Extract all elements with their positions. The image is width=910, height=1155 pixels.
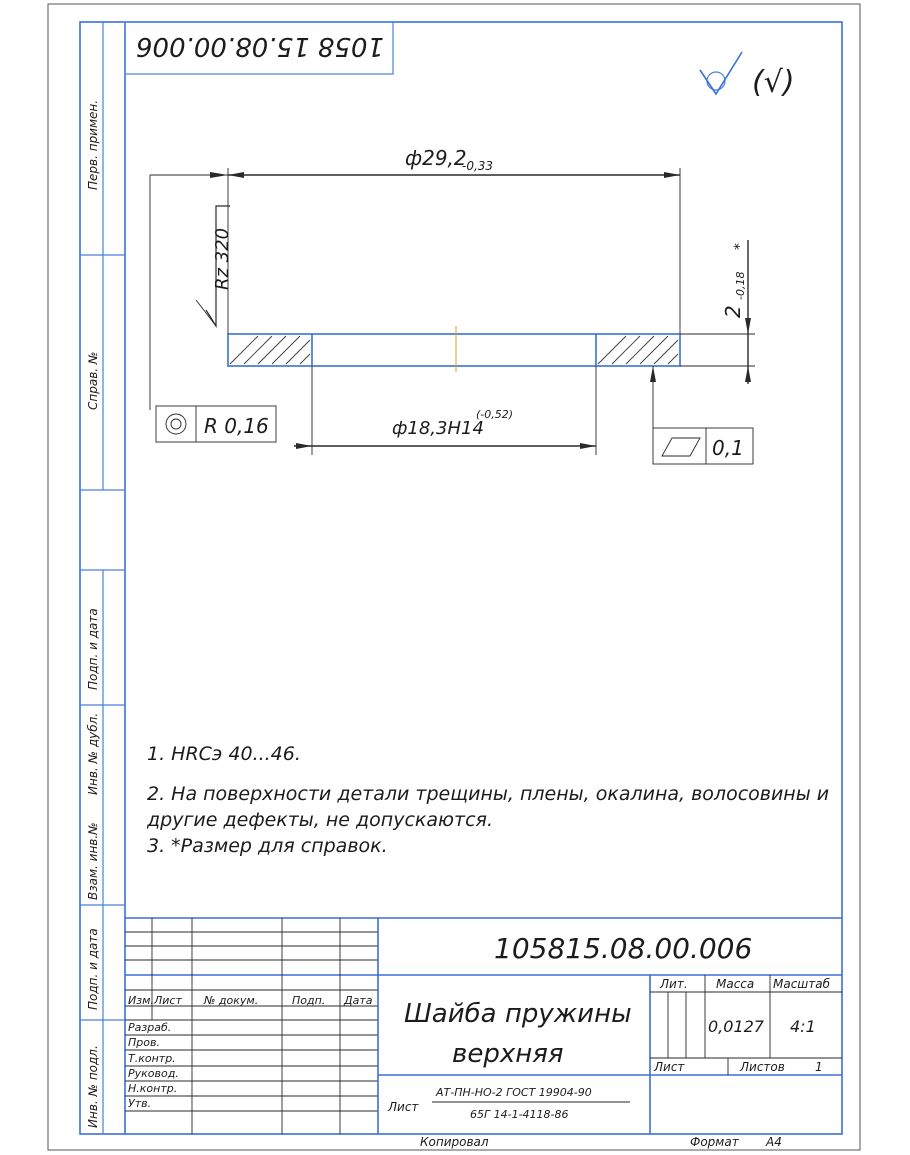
material-bottom: 65Г 14-1-4118-86 xyxy=(470,1108,569,1121)
thickness-tol: -0,18 xyxy=(734,271,747,300)
role-prov: Пров. xyxy=(128,1036,160,1049)
col-list: Лист xyxy=(154,994,182,1007)
col-izm: Изм. xyxy=(128,994,154,1007)
thickness-text: 2 xyxy=(721,305,745,318)
side-label-perv-primen: Перв. примен. xyxy=(86,99,100,190)
note-2b: другие дефекты, не допускаются. xyxy=(147,809,494,831)
mass-value: 0,0127 xyxy=(708,1017,764,1036)
outer-diameter-text: ф29,2 xyxy=(405,146,467,170)
part-name-line1: Шайба пружины xyxy=(404,999,632,1029)
designation: 105815.08.00.006 xyxy=(494,932,753,965)
roughness-rz-text: Rz 320 xyxy=(212,227,233,290)
part-name-line2: верхняя xyxy=(452,1039,564,1069)
material-top: АТ-ПН-НО-2 ГОСТ 19904-90 xyxy=(436,1086,592,1099)
outer-diameter-tol: -0,33 xyxy=(462,159,494,173)
flatness-value: 0,1 xyxy=(712,436,744,460)
footer-format-value: А4 xyxy=(766,1135,782,1149)
sheet-label: Лист xyxy=(654,1060,685,1074)
role-nkontr: Н.контр. xyxy=(128,1082,178,1095)
note-1: 1. HRCэ 40...46. xyxy=(147,743,301,765)
side-label-sprav: Справ. № xyxy=(86,351,100,410)
side-label-vzam-inv: Взам. инв.№ xyxy=(86,822,100,900)
col-data: Дата xyxy=(344,994,373,1007)
lit-label: Лит. xyxy=(660,977,688,991)
sheets-value: 1 xyxy=(815,1060,823,1074)
col-doc: № докум. xyxy=(204,994,259,1007)
role-utv: Утв. xyxy=(128,1097,152,1110)
note-2a: 2. На поверхности детали трещины, плены, окалина, волосовины и xyxy=(147,783,830,805)
note-3: 3. *Размер для справок. xyxy=(147,835,388,857)
role-tkontr: Т.контр. xyxy=(128,1052,176,1065)
sheets-label: Листов xyxy=(740,1060,785,1074)
inner-diameter-text: ф18,3Н14 xyxy=(392,418,484,439)
side-label-inv-dubl: Инв. № дубл. xyxy=(86,712,100,795)
col-podp: Подп. xyxy=(292,994,326,1007)
scale-value: 4:1 xyxy=(790,1017,816,1036)
roughness-general-text: (√) xyxy=(752,65,795,100)
thickness-star: * xyxy=(732,243,748,250)
footer-format-label: Формат xyxy=(690,1135,739,1149)
side-label-podp-data-2: Подп. и дата xyxy=(86,928,100,1010)
role-razrab: Разраб. xyxy=(128,1021,172,1034)
material-prefix: Лист xyxy=(388,1100,419,1114)
side-label-podp-data-1: Подп. и дата xyxy=(86,608,100,690)
side-label-inv-podl: Инв. № подл. xyxy=(86,1045,100,1128)
inner-diameter-tol: (-0,52) xyxy=(476,408,514,421)
scale-label: Масштаб xyxy=(773,977,831,991)
top-stamp-number: 1058 15.08.00.006 xyxy=(135,31,385,61)
runout-value: R 0,16 xyxy=(204,414,269,438)
mass-label: Масса xyxy=(716,977,755,991)
role-rukovod: Руковод. xyxy=(128,1067,179,1080)
footer-copied: Копировал xyxy=(420,1135,489,1149)
